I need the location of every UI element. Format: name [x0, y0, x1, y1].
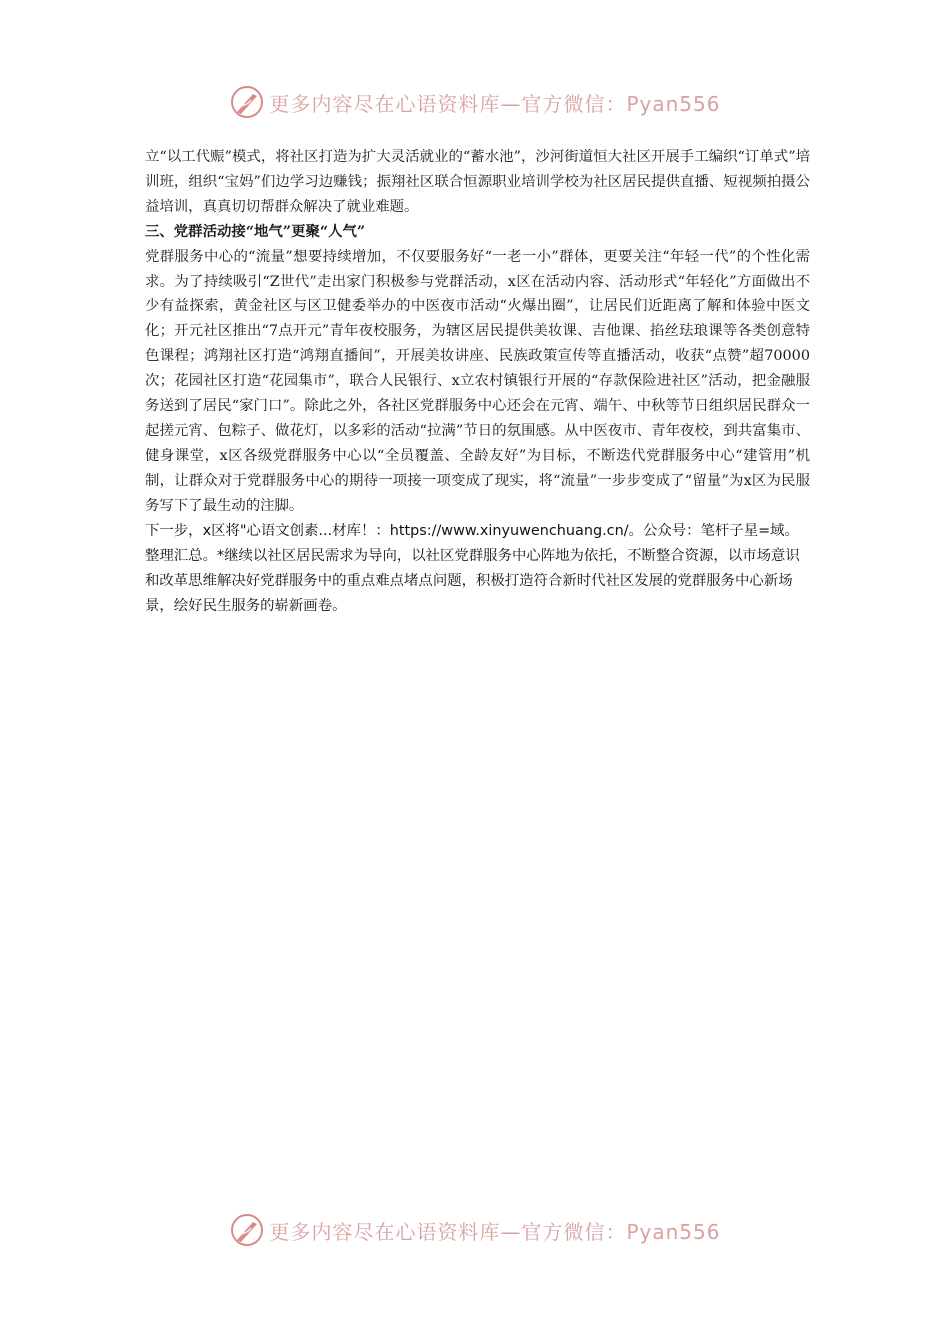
header-watermark-text: 更多内容尽在心语资料库—官方微信：Pyan556: [269, 91, 721, 116]
quill-logo-icon: [229, 84, 265, 120]
paragraph-activities: 党群服务中心的“流量”想要持续增加，不仅要服务好“一老一小”群体，更要关注“年轻一代”的个性化需求。为了持续吸引“Z世代”走出家门积极参与党群活动，x区在活动内容、活动形式“年轻化”方面做出不少有益探索，黄金社区与区卫健委举办的中医夜市活动“火爆出圈”，让居民们近距离了解和体验中医文化；开元社区推出“7点开元”青年夜校服务，为辖区居民提供美妆课、吉他课、掐丝珐琅课等各类创意特色课程；鸿翔社区打造“鸿翔直播间”，开展美妆讲座、民族政策宣传等直播活动，收获“点赞”超70000次；花园社区打造“花园集市”，联合人民银行、x立农村镇银行开展的“存款保险进社区”活动，把金融服务送到了居民“家门口”。除此之外，各社区党群服务中心还会在元宵、端午、中秋等节日组织居民群众一起搓元宵、包粽子、做花灯，以多彩的活动“拉满”节日的氛围感。从中医夜市、青年夜校，到共富集市、健身课堂，x区各级党群服务中心以“全员覆盖、全龄友好”为目标，不断迭代党群服务中心“建管用”机制，让群众对于党群服务中心的期待一项接一项变成了现实，将“流量”一步步变成了“留量”为x区为民服务写下了最生动的注脚。: [145, 248, 810, 514]
footer-watermark-text: 更多内容尽在心语资料库—官方微信：Pyan556: [269, 1219, 721, 1244]
paragraph-next-steps: 下一步，x区将"心语文创素...材库！：https://www.xinyuwenchuang.cn/。公众号：笔杆子星=域。整理汇总。*继续以社区居民需求为导向，以社区党群服务中心阵地为依托，不断整合资源，以市场意识和改革思维解决好党群服务中的重点难点堵点问题，积极打造符合新时代社区发展的党群服务中心新场景，绘好民生服务的崭新画卷。: [145, 522, 800, 614]
document-body: [145, 145, 810, 619]
quill-logo-icon: [229, 1212, 265, 1248]
section-heading-3: 三、党群活动接“地气”更聚“人气”: [145, 222, 366, 240]
footer-watermark-banner: [0, 1210, 950, 1250]
paragraph-employment: 立“以工代赈”模式，将社区打造为扩大灵活就业的“蓄水池”，沙河街道恒大社区开展手工编织“订单式”培训班，组织“宝妈”们边学习边赚钱；振翔社区联合恒源职业培训学校为社区居民提供直播、短视频拍摄公益培训，真真切切帮群众解决了就业难题。: [145, 149, 810, 215]
header-watermark-banner: [0, 82, 950, 122]
